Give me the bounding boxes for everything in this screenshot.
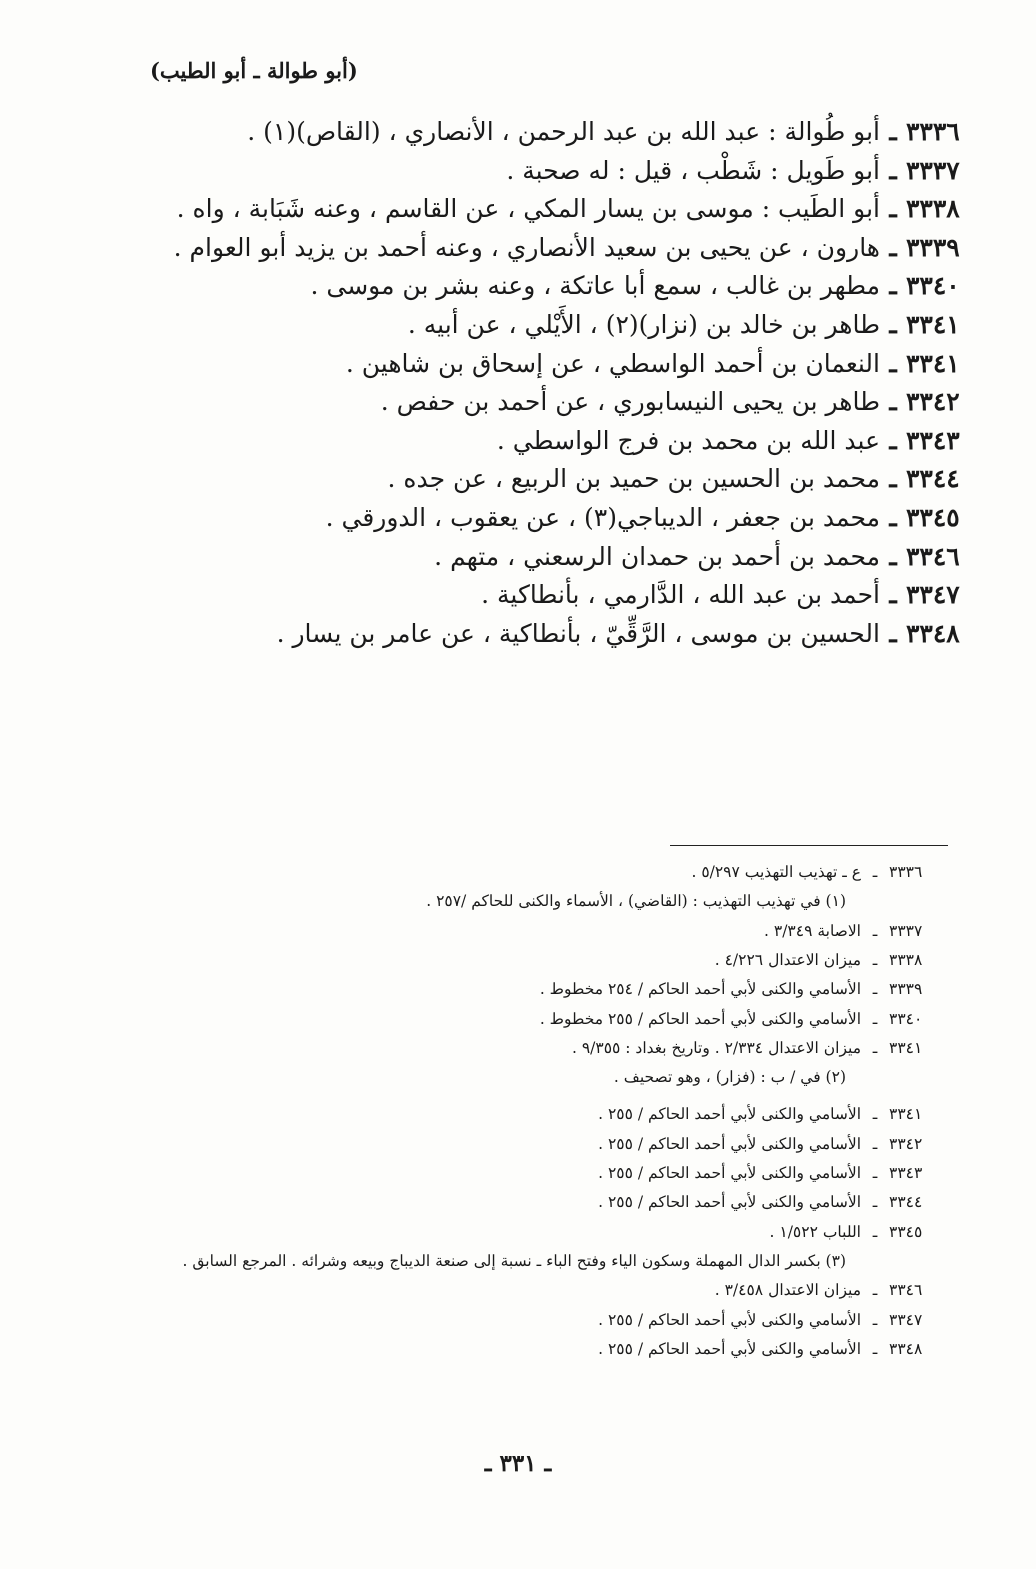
footnote-ref-row bbox=[598, 1335, 951, 1363]
footnote-number: ٣٣٤٧ bbox=[889, 1310, 923, 1329]
entry-row bbox=[506, 151, 976, 191]
footnote-number: ٣٣٣٨ bbox=[889, 950, 923, 969]
footnote-text: اللباب ١/٥٢٢ . bbox=[769, 1222, 861, 1241]
footnote-ref-row bbox=[598, 1130, 951, 1158]
entry-text: محمد بن أحمد بن حمدان الرسعني ، متهم . bbox=[434, 541, 880, 571]
footnote-ref-row bbox=[540, 975, 951, 1003]
entry-text: النعمان بن أحمد الواسطي ، عن إسحاق بن شاهين . bbox=[345, 348, 880, 378]
entry-dash: ـ bbox=[889, 580, 897, 610]
footnote-ref-row bbox=[572, 1034, 951, 1062]
entry-text: محمد بن جعفر ، الديباجي(٣) ، عن يعقوب ، الدورقي . bbox=[325, 503, 880, 532]
entry-dash: ـ bbox=[889, 155, 897, 185]
entry-number: ٣٣٣٩ bbox=[906, 232, 960, 262]
footnote-ref-row bbox=[691, 858, 951, 886]
footnote-number: ٣٣٤١ bbox=[889, 1105, 923, 1124]
entry-number: ٣٣٣٦ bbox=[906, 117, 960, 146]
footnote-note-row bbox=[426, 887, 846, 915]
footnote-note-row bbox=[614, 1063, 846, 1091]
entry-text: طاهر بن خالد بن (نزار)(٢) ، الأَيْلي ، عن أبيه . bbox=[407, 310, 880, 339]
entry-dash: ـ bbox=[889, 464, 897, 494]
footnote-dash: ـ bbox=[872, 1222, 878, 1241]
entry-number: ٣٣٤١ bbox=[906, 310, 960, 339]
footnote-text: (١) في تهذيب التهذيب : (القاضي) ، الأسماء والكنى للحاكم /٢٥٧ . bbox=[426, 892, 846, 911]
footnote-dash: ـ bbox=[872, 1310, 878, 1329]
footnote-ref-row bbox=[764, 917, 951, 945]
entry-dash: ـ bbox=[889, 387, 897, 417]
entry-text: أحمد بن عبد الله ، الدَّارمي ، بأنطاكية . bbox=[481, 580, 880, 610]
entry-row bbox=[326, 498, 976, 538]
footnote-number: ٣٣٣٩ bbox=[889, 980, 923, 999]
running-head: (أبو طوالة ـ أبو الطيب) bbox=[150, 58, 358, 83]
footnote-text: الأسامي والكنى لأبي أحمد الحاكم / ٢٥٥ . bbox=[598, 1339, 861, 1358]
entry-dash: ـ bbox=[889, 117, 897, 146]
footnote-dash: ـ bbox=[872, 1009, 878, 1028]
footnote-text: ميزان الاعتدال ٢/٣٣٤ . وتاريخ بغداد : ٩/٣٥٥ . bbox=[571, 1038, 861, 1057]
footnote-number: ٣٣٤١ bbox=[889, 1038, 923, 1057]
footnote-ref-row bbox=[540, 1005, 951, 1033]
page-number: ـ ٣٣١ ـ bbox=[484, 1450, 552, 1477]
footnote-dash: ـ bbox=[872, 1134, 878, 1153]
footnote-ref-row bbox=[598, 1306, 951, 1334]
footnote-text: الأسامي والكنى لأبي أحمد الحاكم / ٢٥٥ . bbox=[598, 1105, 861, 1124]
footnote-dash: ـ bbox=[872, 1193, 878, 1212]
footnote-number: ٣٣٤٤ bbox=[889, 1193, 923, 1212]
entry-number: ٣٣٤٣ bbox=[906, 425, 960, 455]
footnote-text: ميزان الاعتدال ٤/٢٢٦ . bbox=[714, 950, 861, 969]
entry-dash: ـ bbox=[889, 271, 897, 301]
footnote-dash: ـ bbox=[872, 1164, 878, 1182]
footnote-text: الأسامي والكنى لأبي أحمد الحاكم / ٢٥٥ . bbox=[598, 1134, 861, 1153]
entry-text: أبو طَويل : شَطْب ، قيل : له صحبة . bbox=[506, 155, 880, 185]
entry-number: ٣٣٤٠ bbox=[906, 271, 960, 301]
footnote-text: الاصابة ٣/٣٤٩ . bbox=[764, 921, 861, 940]
footnote-dash: ـ bbox=[872, 1038, 878, 1057]
footnote-number: ٣٣٤٣ bbox=[889, 1164, 923, 1182]
footnote-dash: ـ bbox=[872, 1105, 878, 1124]
entry-dash: ـ bbox=[889, 348, 897, 378]
footnote-number: ٣٣٤٥ bbox=[889, 1222, 923, 1241]
entry-row bbox=[177, 189, 976, 229]
entry-row bbox=[277, 614, 976, 654]
entry-row bbox=[346, 344, 976, 384]
entry-number: ٣٣٤٧ bbox=[906, 580, 960, 610]
footnote-ref-row bbox=[715, 946, 951, 974]
entry-row bbox=[497, 421, 976, 461]
entry-text: أبو الطَيب : موسى بن يسار المكي ، عن القاسم ، وعنه شَبَابة ، واه . bbox=[176, 194, 880, 224]
entry-number: ٣٣٤٤ bbox=[906, 464, 960, 494]
entry-dash: ـ bbox=[889, 425, 897, 455]
footnote-text: (٣) بكسر الدال المهملة وسكون الياء وفتح الباء ـ نسبة إلى صنعة الديباج وبيعه وشرائه . المرجع السابق . bbox=[182, 1251, 846, 1270]
entry-dash: ـ bbox=[889, 541, 897, 571]
footnote-ref-row bbox=[598, 1100, 951, 1128]
footnote-text: ميزان الاعتدال ٣/٤٥٨ . bbox=[714, 1281, 861, 1300]
entry-text: هارون ، عن يحيى بن سعيد الأنصاري ، وعنه أحمد بن يزيد أبو العوام . bbox=[173, 232, 880, 262]
entry-row bbox=[434, 537, 976, 577]
footnote-text: الأسامي والكنى لأبي أحمد الحاكم / ٢٥٥ مخطوط . bbox=[539, 1009, 861, 1028]
entry-text: محمد بن الحسين بن حميد بن الربيع ، عن جده . bbox=[387, 464, 880, 494]
entry-row bbox=[310, 266, 976, 306]
entry-text: أبو طُوالة : عبد الله بن عبد الرحمن ، الأنصاري ، (القاص)(١) . bbox=[247, 117, 880, 146]
entry-dash: ـ bbox=[889, 618, 897, 648]
footnote-ref-row bbox=[598, 1188, 951, 1216]
entry-number: ٣٣٣٨ bbox=[906, 194, 960, 224]
footnote-dash: ـ bbox=[872, 980, 878, 999]
entry-number: ٣٣٤٨ bbox=[906, 618, 960, 648]
footnote-separator bbox=[670, 845, 948, 846]
entry-row bbox=[388, 459, 977, 499]
entry-row bbox=[381, 382, 976, 422]
footnote-dash: ـ bbox=[872, 1281, 878, 1300]
entry-dash: ـ bbox=[889, 310, 897, 339]
footnote-ref-row bbox=[770, 1218, 951, 1246]
footnote-ref-row bbox=[598, 1159, 951, 1187]
entry-text: الحسين بن موسى ، الرَّقِّيّ ، بأنطاكية ، عن عامر بن يسار . bbox=[276, 618, 880, 648]
footnote-text: الأسامي والكنى لأبي أحمد الحاكم / ٢٥٥ . bbox=[598, 1164, 861, 1182]
entry-row bbox=[247, 112, 976, 152]
footnote-number: ٣٣٤٨ bbox=[889, 1339, 923, 1358]
footnote-text: (٢) في / ب : (فزار) ، وهو تصحيف . bbox=[613, 1068, 846, 1087]
entry-number: ٣٣٣٧ bbox=[906, 155, 960, 185]
footnote-note-row bbox=[183, 1247, 846, 1275]
footnote-dash: ـ bbox=[872, 950, 878, 969]
footnote-text: الأسامي والكنى لأبي أحمد الحاكم / ٢٥٥ . bbox=[598, 1193, 861, 1212]
footnote-number: ٣٣٤٠ bbox=[889, 1009, 923, 1028]
entry-row bbox=[481, 575, 976, 615]
footnote-dash: ـ bbox=[872, 921, 878, 940]
footnote-number: ٣٣٤٦ bbox=[889, 1281, 923, 1300]
footnote-text: الأسامي والكنى لأبي أحمد الحاكم / ٢٥٤ مخطوط . bbox=[539, 980, 861, 999]
footnote-number: ٣٣٤٢ bbox=[889, 1134, 923, 1153]
entry-row bbox=[174, 228, 976, 268]
entry-text: عبد الله بن محمد بن فرج الواسطي . bbox=[496, 425, 880, 455]
entry-dash: ـ bbox=[889, 194, 897, 224]
footnote-dash: ـ bbox=[872, 863, 878, 881]
entry-dash: ـ bbox=[889, 232, 897, 262]
footnote-ref-row bbox=[715, 1276, 951, 1304]
entry-text: طاهر بن يحيى النيسابوري ، عن أحمد بن حفص . bbox=[380, 387, 880, 417]
footnote-number: ٣٣٣٦ bbox=[889, 863, 923, 881]
footnote-dash: ـ bbox=[872, 1339, 878, 1358]
entry-number: ٣٣٤١ bbox=[906, 348, 960, 378]
entry-text: مطهر بن غالب ، سمع أبا عاتكة ، وعنه بشر بن موسى . bbox=[310, 271, 880, 301]
entry-dash: ـ bbox=[889, 503, 897, 532]
footnote-text: الأسامي والكنى لأبي أحمد الحاكم / ٢٥٥ . bbox=[598, 1310, 861, 1329]
entry-number: ٣٣٤٦ bbox=[906, 541, 960, 571]
entry-number: ٣٣٤٢ bbox=[906, 387, 960, 417]
footnote-number: ٣٣٣٧ bbox=[889, 921, 923, 940]
entry-number: ٣٣٤٥ bbox=[906, 503, 960, 532]
footnote-text: ع ـ تهذيب التهذيب ٥/٢٩٧ . bbox=[691, 863, 861, 881]
entry-row bbox=[408, 305, 976, 345]
